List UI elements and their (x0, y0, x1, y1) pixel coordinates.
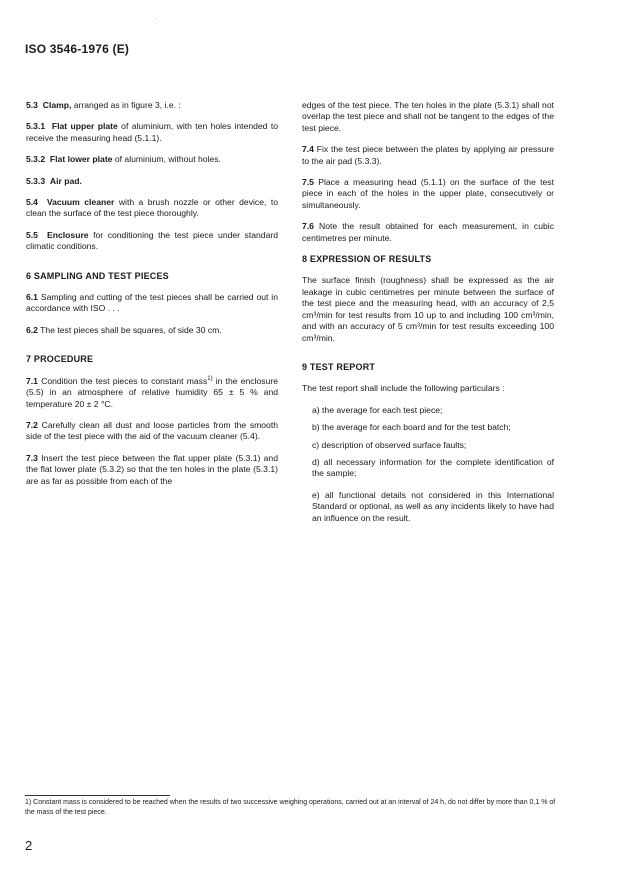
page-number: 2 (25, 838, 33, 853)
clause-7-6: 7.6 Note the result obtained for each measurement, in cubic centimetres per minute. (302, 221, 554, 243)
scan-mark (155, 18, 156, 19)
page-header: ISO 3546-1976 (E) (25, 42, 130, 56)
clause-5-3-3: 5.3.3 Air pad. (26, 175, 82, 186)
clause-7-2: 7.2 Carefully clean all dust and loose particles from the smooth side of the test piece with the aid of the vacuum cleaner (5.4). (26, 419, 278, 442)
clause-7-1: 7.1 Condition the test pieces to constant mass$^{1)}$ in the enclosure (5.5) in an atmosphere of relative humidity 65 ± 5 % and temperature 20 ± 2 °C. (26, 375, 278, 409)
clause-5-3: 5.3 Clamp, arranged as in figure 3, i.e. : (26, 100, 181, 110)
report-item-a: a) the average for each test piece; (312, 404, 443, 415)
section-6-heading: 6 SAMPLING AND TEST PIECES (26, 270, 169, 281)
clause-5-3-1: 5.3.1 Flat upper plate of aluminium, with ten holes intended to receive the measuring head (5.1.1). (26, 121, 278, 143)
clause-7-5: 7.5 Place a measuring head (5.1.1) on the surface of the test piece in each of the holes in the upper plate, consecutively or simultaneously. (302, 177, 554, 210)
footnote-ref: 1) (207, 375, 213, 382)
left-column (26, 100, 278, 497)
report-item-b: b) the average for each board and for the test batch; (312, 422, 511, 433)
clause-5-4: 5.4 Vacuum cleaner with a brush nozzle or other device, to clean the surface of the test piece thoroughly. (26, 197, 278, 219)
footnote-rule (25, 795, 170, 796)
clause-7-3-continued: edges of the test piece. The ten holes in the plate (5.3.1) shall not overlap the test piece and shall not be tangent to the edges of the test piece. (302, 100, 554, 133)
clause-8-text: The surface finish (roughness) shall be expressed as the air leakage in cubic centimetres per minute between the surface of the test piece and the measuring head, with an accuracy of 2,5 cm³/min for test results from 10 up to and including 100 cm³/min, and with an accuracy of 5 cm³/min for test results exceeding 100 cm³/min. (302, 275, 554, 343)
report-item-e: e) all functional details not considered in this International Standard or optional, as well as any incidents likely to have had an influence on the result. (312, 489, 554, 523)
clause-6-1: 6.1 Sampling and cutting of the test pieces shall be carried out in accordance with ISO . . . (26, 292, 278, 314)
report-item-d: d) all necessary information for the complete identification of the sample; (312, 456, 554, 479)
section-8-heading: 8 EXPRESSION OF RESULTS (302, 254, 432, 265)
clause-7-4: 7.4 Fix the test piece between the plates by applying air pressure to the air pad (5.3.3). (302, 144, 554, 166)
right-column (302, 100, 554, 534)
report-item-c: c) description of observed surface faults; (312, 439, 467, 450)
clause-5-5: 5.5 Enclosure for conditioning the test piece under standard climatic conditions. (26, 229, 278, 252)
clause-7-3: 7.3 Insert the test piece between the flat upper plate (5.3.1) and the flat lower plate (5.3.2) so that the ten holes in the plate (5.3.1) are as far as possible from each of the (26, 452, 278, 486)
section-9-heading: 9 TEST REPORT (302, 361, 376, 372)
clause-6-2: 6.2 The test pieces shall be squares, of side 30 cm. (26, 324, 222, 335)
footnote: 1) Constant mass is considered to be reached when the results of two successive weighing operations, carried out at an interval of 24 h, do not differ by more than 0,1 % of the mass of the test piece. (25, 799, 556, 816)
section-7-heading: 7 PROCEDURE (26, 354, 94, 365)
clause-5-3-2: 5.3.2 Flat lower plate of aluminium, without holes. (26, 154, 221, 165)
clause-9-intro: The test report shall include the following particulars : (302, 383, 505, 394)
